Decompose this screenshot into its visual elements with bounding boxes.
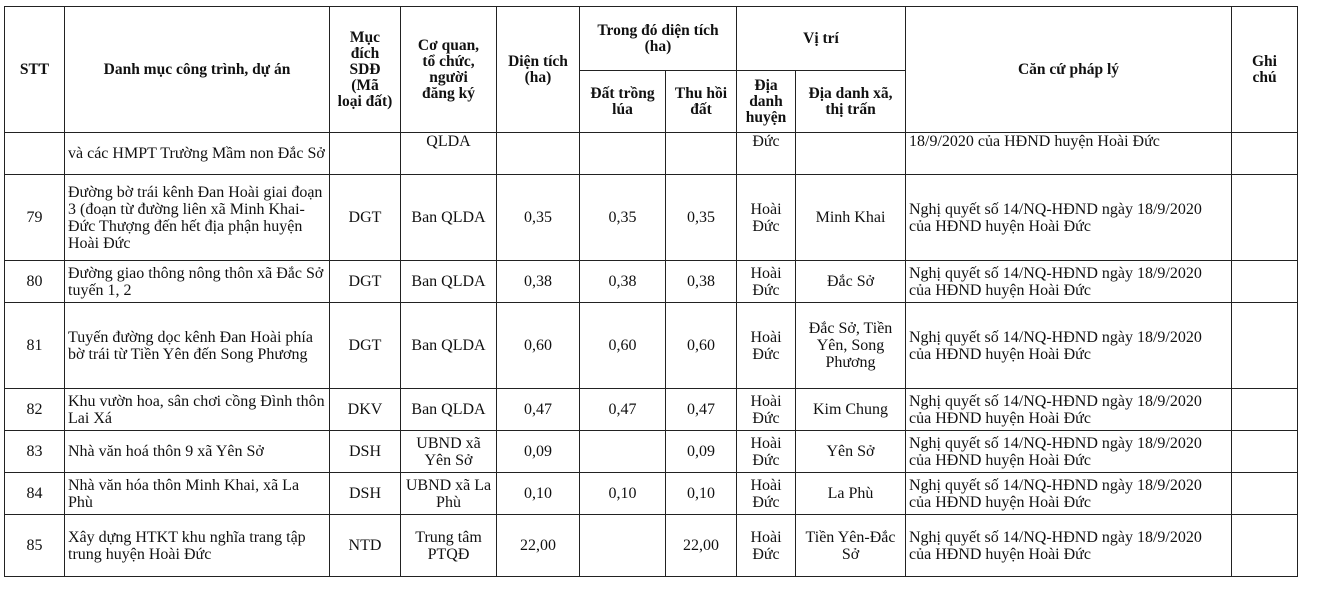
cell-stt: 79 [5,175,65,261]
cell-note [1232,515,1298,577]
cell-district: Đức [737,133,796,175]
cell-commune: Đắc Sở [796,261,906,303]
cell-stt: 85 [5,515,65,577]
cell-purpose: DGT [330,261,401,303]
cell-recovered [666,133,737,175]
cell-legal: Nghị quyết số 14/NQ-HĐND ngày 18/9/2020 của HĐND huyện Hoài Đức [906,515,1232,577]
cell-note [1232,261,1298,303]
cell-legal: Nghị quyết số 14/NQ-HĐND ngày 18/9/2020 của HĐND huyện Hoài Đức [906,473,1232,515]
cell-rice [580,431,666,473]
table-row [5,515,1298,577]
cell-note [1232,389,1298,431]
header-purpose: Mục đích SDĐ (Mã loại đất) [330,7,401,133]
cell-stt: 82 [5,389,65,431]
header-district: Địa danh huyện [737,71,796,133]
cell-purpose: DGT [330,303,401,389]
cell-agency: Ban QLDA [401,261,497,303]
cell-area: 0,35 [497,175,580,261]
cell-project: Xây dựng HTKT khu nghĩa trang tập trung huyện Hoài Đức [65,515,330,577]
table-row [5,473,1298,515]
table-header [5,7,1298,133]
cell-agency: UBND xã Yên Sở [401,431,497,473]
cell-agency: UBND xã La Phù [401,473,497,515]
cell-commune: Kim Chung [796,389,906,431]
cell-purpose [330,133,401,175]
cell-legal: Nghị quyết số 14/NQ-HĐND ngày 18/9/2020 của HĐND huyện Hoài Đức [906,175,1232,261]
cell-project: Nhà văn hóa thôn Minh Khai, xã La Phù [65,473,330,515]
cell-legal: Nghị quyết số 14/NQ-HĐND ngày 18/9/2020 của HĐND huyện Hoài Đức [906,389,1232,431]
cell-agency: Ban QLDA [401,303,497,389]
cell-commune: La Phù [796,473,906,515]
cell-note [1232,473,1298,515]
cell-area: 22,00 [497,515,580,577]
project-table [4,6,1298,577]
cell-stt [5,133,65,175]
table-row [5,133,1298,175]
cell-note [1232,133,1298,175]
cell-purpose: NTD [330,515,401,577]
cell-purpose: DSH [330,431,401,473]
cell-legal: Nghị quyết số 14/NQ-HĐND ngày 18/9/2020 của HĐND huyện Hoài Đức [906,261,1232,303]
cell-rice: 0,38 [580,261,666,303]
cell-commune: Đắc Sở, Tiền Yên, Song Phương [796,303,906,389]
cell-purpose: DSH [330,473,401,515]
cell-agency: Ban QLDA [401,175,497,261]
cell-project: Khu vườn hoa, sân chơi cồng Đình thôn Lai Xá [65,389,330,431]
cell-project: Nhà văn hoá thôn 9 xã Yên Sở [65,431,330,473]
cell-district: Hoài Đức [737,303,796,389]
table-body [5,133,1298,577]
header-rice-land: Đất trồng lúa [580,71,666,133]
cell-district: Hoài Đức [737,431,796,473]
cell-stt: 84 [5,473,65,515]
cell-commune: Minh Khai [796,175,906,261]
cell-agency: QLDA [401,133,497,175]
header-recovered-land: Thu hồi đất [666,71,737,133]
cell-legal: Nghị quyết số 14/NQ-HĐND ngày 18/9/2020 của HĐND huyện Hoài Đức [906,431,1232,473]
cell-purpose: DGT [330,175,401,261]
cell-project: Đường bờ trái kênh Đan Hoài giai đoạn 3 (đoạn từ đường liên xã Minh Khai-Đức Thượng đến hết địa phận huyện Hoài Đức [65,175,330,261]
cell-commune [796,133,906,175]
header-stt: STT [5,7,65,133]
table-row [5,389,1298,431]
cell-legal: 18/9/2020 của HĐND huyện Hoài Đức [906,133,1232,175]
cell-stt: 81 [5,303,65,389]
header-legal-basis: Căn cứ pháp lý [906,7,1232,133]
cell-commune: Yên Sở [796,431,906,473]
cell-project: Đường giao thông nông thôn xã Đắc Sở tuyến 1, 2 [65,261,330,303]
cell-rice: 0,60 [580,303,666,389]
cell-area: 0,38 [497,261,580,303]
cell-district: Hoài Đức [737,515,796,577]
table-row [5,431,1298,473]
cell-note [1232,431,1298,473]
header-commune: Địa danh xã, thị trấn [796,71,906,133]
cell-rice [580,133,666,175]
cell-rice: 0,10 [580,473,666,515]
cell-commune: Tiền Yên-Đắc Sở [796,515,906,577]
cell-area: 0,10 [497,473,580,515]
header-sub-area-group: Trong đó diện tích (ha) [580,7,737,71]
cell-project: và các HMPT Trường Mầm non Đắc Sở [65,133,330,175]
header-note: Ghi chú [1232,7,1298,133]
cell-recovered: 0,09 [666,431,737,473]
cell-agency: Ban QLDA [401,389,497,431]
cell-area: 0,09 [497,431,580,473]
cell-area: 0,47 [497,389,580,431]
table-row [5,303,1298,389]
cell-district: Hoài Đức [737,261,796,303]
header-area: Diện tích (ha) [497,7,580,133]
cell-recovered: 22,00 [666,515,737,577]
header-agency: Cơ quan, tổ chức, người đăng ký [401,7,497,133]
cell-stt: 83 [5,431,65,473]
cell-rice: 0,47 [580,389,666,431]
cell-note [1232,303,1298,389]
cell-agency: Trung tâm PTQĐ [401,515,497,577]
header-project: Danh mục công trình, dự án [65,7,330,133]
cell-purpose: DKV [330,389,401,431]
cell-rice [580,515,666,577]
cell-area [497,133,580,175]
cell-note [1232,175,1298,261]
table-row [5,261,1298,303]
cell-recovered: 0,60 [666,303,737,389]
cell-district: Hoài Đức [737,389,796,431]
cell-stt: 80 [5,261,65,303]
table-row [5,175,1298,261]
cell-recovered: 0,38 [666,261,737,303]
cell-legal: Nghị quyết số 14/NQ-HĐND ngày 18/9/2020 của HĐND huyện Hoài Đức [906,303,1232,389]
header-location-group: Vị trí [737,7,906,71]
cell-district: Hoài Đức [737,473,796,515]
cell-rice: 0,35 [580,175,666,261]
cell-recovered: 0,35 [666,175,737,261]
cell-project: Tuyến đường dọc kênh Đan Hoài phía bờ trái từ Tiền Yên đến Song Phương [65,303,330,389]
cell-recovered: 0,10 [666,473,737,515]
cell-area: 0,60 [497,303,580,389]
cell-recovered: 0,47 [666,389,737,431]
cell-district: Hoài Đức [737,175,796,261]
